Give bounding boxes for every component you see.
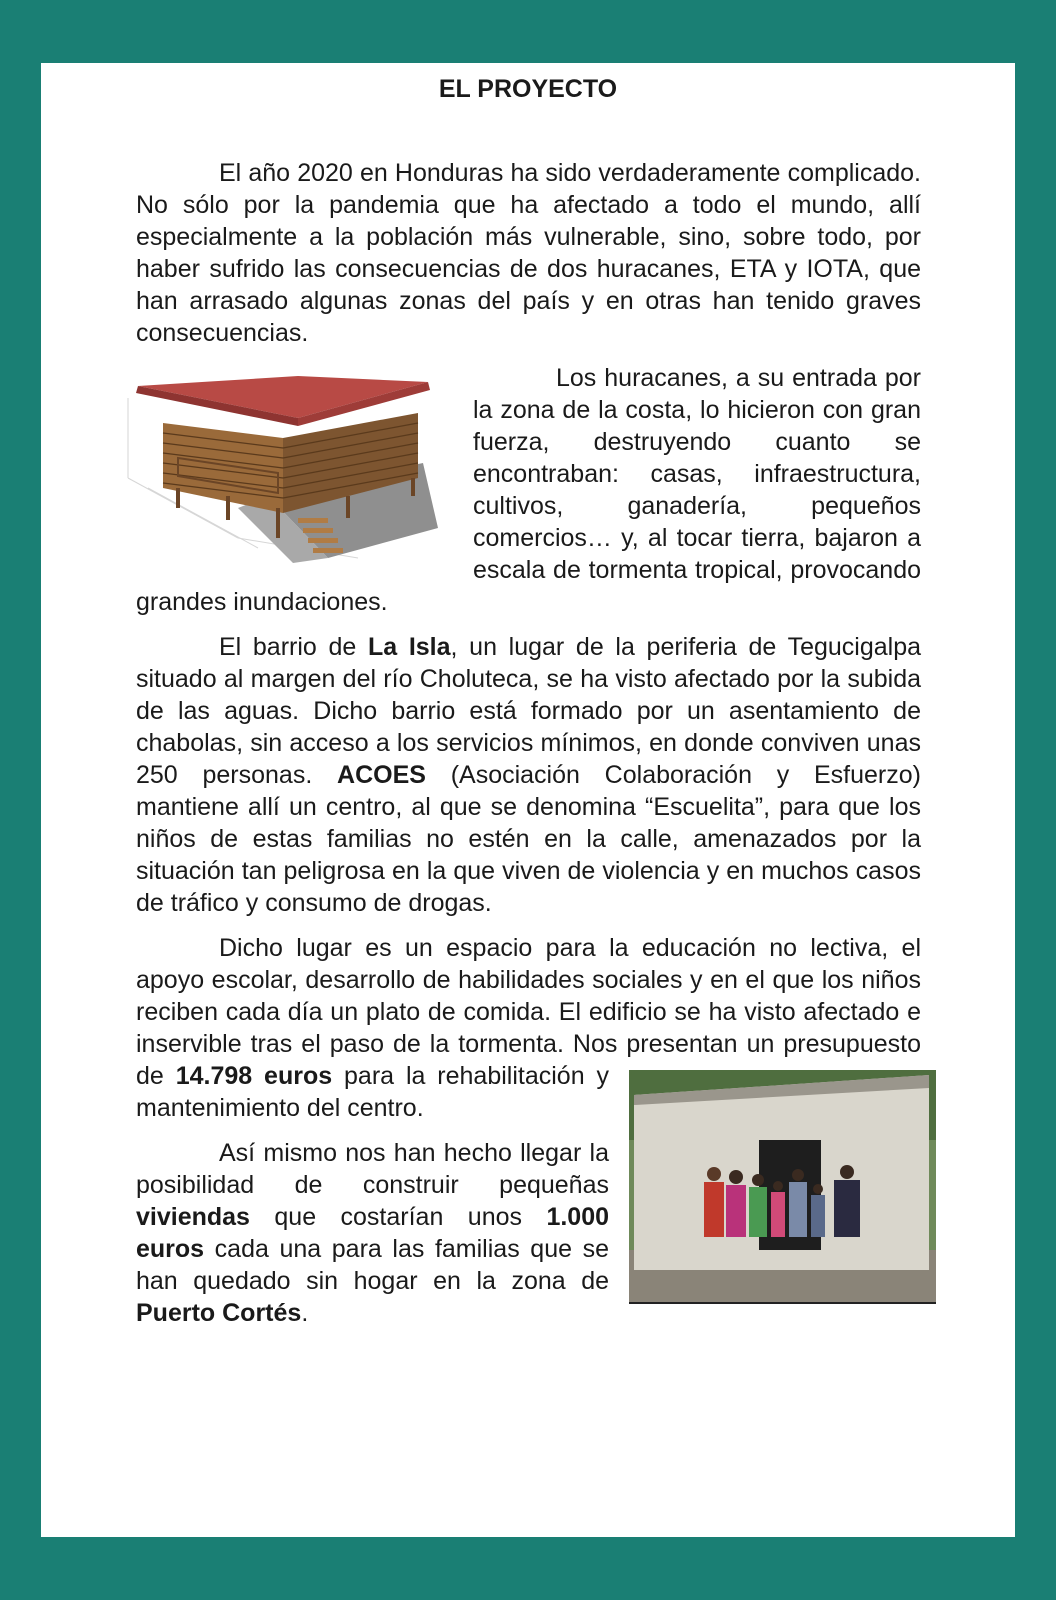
la-isla-bold: La Isla bbox=[367, 633, 451, 661]
puerto-cortes-bold: Puerto Cortés bbox=[136, 1299, 302, 1327]
page-title: EL PROYECTO bbox=[438, 75, 618, 103]
paragraph-la-isla: El barrio de La Isla, un lugar de la periferia de Tegucigalpa situado al margen del río Choluteca, se ha visto afectado por la subida de las aguas. Dicho barrio está formado por un asentamiento de chabolas, sin acceso a los servicios mínimos, en donde conviven unas 250 personas. ACOES (Asociación Colaboración y Esfuerzo) mantiene allí un centro, al que se denomina “Escuelita”, para que los niños de estas familias no estén en la calle, amenazados por la situación tan peligrosa en la que viven de violencia y en muchos casos de tráfico y consumo de drogas. bbox=[136, 633, 921, 917]
paragraph-intro: El año 2020 en Honduras ha sido verdaderamente complicado. No sólo por la pandemia que ha afectado a todo el mundo, allí especialmente a la población más vulnerable, sino, sobre todo, por haber sufrido las consecuencias de dos huracanes, ETA y IOTA, que han arrasado algunas zonas del país y en otras han tenido graves consecuencias. bbox=[136, 159, 921, 347]
paragraph-viviendas: Así mismo nos han hecho llegar la posibilidad de construir pequeñas viviendas que costarían unos 1.000 euros cada una para las familias que se han quedado sin hogar en la zona de Puerto Cortés. bbox=[136, 1139, 609, 1327]
budget-bold: 14.798 euros bbox=[175, 1062, 333, 1090]
page bbox=[41, 63, 1015, 1537]
cost-bold: 1.000 euros bbox=[136, 1203, 609, 1263]
family-house-photo bbox=[629, 1070, 936, 1304]
article-body bbox=[136, 157, 921, 1342]
viviendas-bold: viviendas bbox=[136, 1203, 250, 1231]
paragraph-escuelita: Dicho lugar es un espacio para la educación no lectiva, el apoyo escolar, desarrollo de habilidades sociales y en el que los niños reciben cada día un plato de comida. El edificio se ha visto afectado e inservible tras el paso de la tormenta. Nos presentan un presupuesto de 14.798 euros para la rehabilitación y mantenimiento del centro. bbox=[136, 932, 921, 1124]
acoes-bold: ACOES bbox=[337, 761, 426, 789]
paragraph-hurricanes: Los huracanes, a su entrada por la zona de la costa, lo hicieron con gran fuerza, destruyendo cuanto se encontraban: casas, infraestructura, cultivos, ganadería, pequeños comercios… y, al tocar tierra, bajaron a escala de tormenta tropical, provocando grandes inundaciones. bbox=[136, 364, 921, 616]
house-render-image bbox=[118, 368, 453, 568]
